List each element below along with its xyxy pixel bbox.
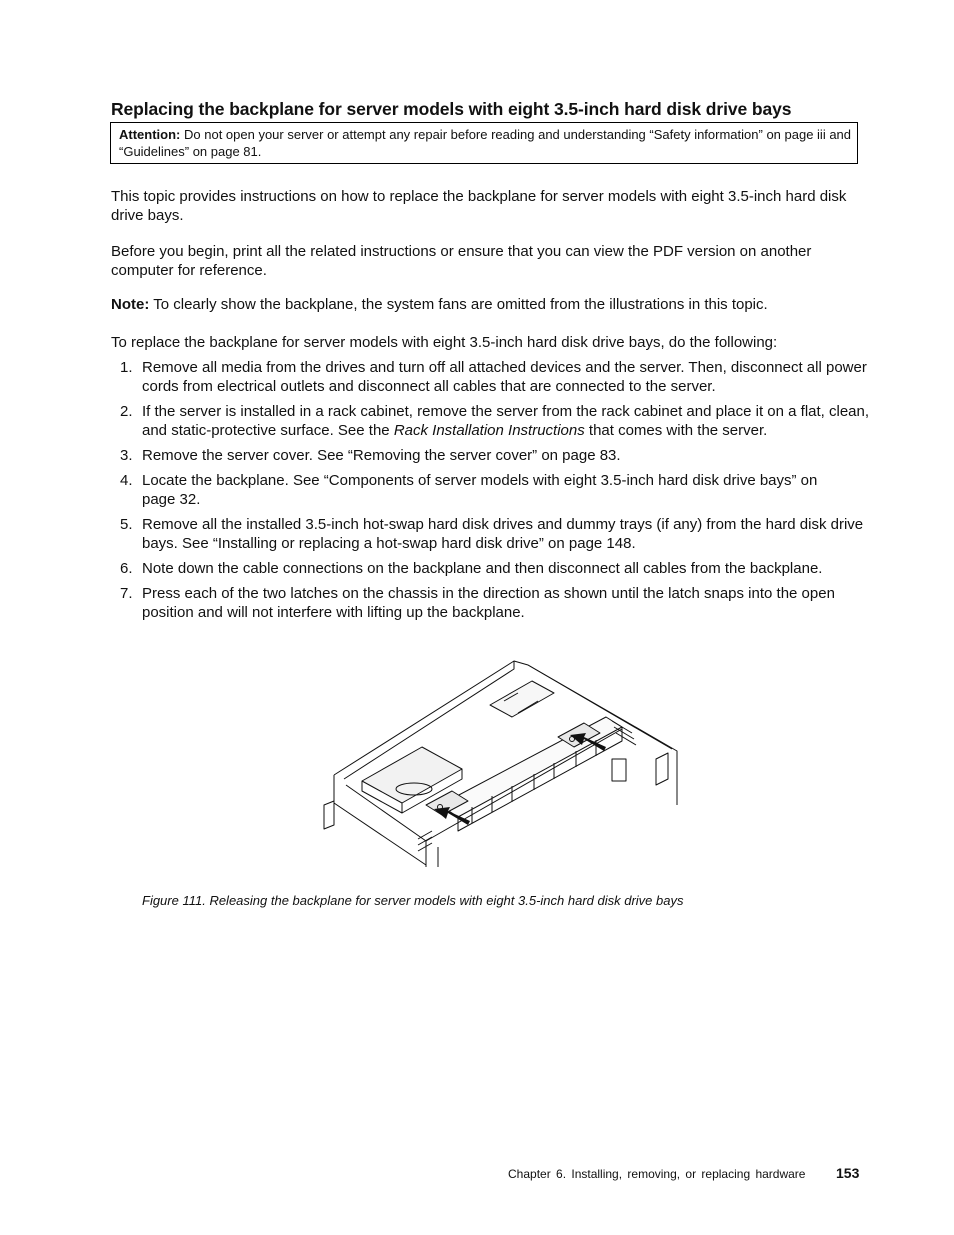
attention-text: Do not open your server or attempt any repair before reading and understanding “Safety information” on page iii and “Guidelines” on page 81. bbox=[119, 127, 852, 159]
step-text-part: that comes with the server. bbox=[584, 421, 768, 439]
step-number: 5. bbox=[120, 516, 133, 533]
step-text bbox=[142, 403, 870, 440]
step-number: 1. bbox=[120, 359, 133, 376]
page-title: Replacing the backplane for server models with eight 3.5-inch hard disk drive bays bbox=[111, 99, 792, 119]
step-number: 4. bbox=[120, 472, 133, 489]
attention-label: Attention: bbox=[119, 127, 181, 142]
backplane-illustration bbox=[322, 655, 682, 873]
before-paragraph: Before you begin, print all the related instructions or ensure that you can view the PDF version on another computer for reference. bbox=[111, 243, 812, 279]
attention-box bbox=[110, 122, 858, 164]
intro-paragraph: This topic provides instructions on how to replace the backplane for server models with eight 3.5-inch hard disk drive bays. bbox=[111, 188, 847, 224]
step-text: Press each of the two latches on the chassis in the direction as shown until the latch snaps into the open position and will not interfere with lifting up the backplane. bbox=[142, 585, 835, 621]
step-number: 2. bbox=[120, 403, 133, 420]
step-number: 3. bbox=[120, 447, 133, 464]
lead-paragraph: To replace the backplane for server models with eight 3.5-inch hard disk drive bays, do the following: bbox=[111, 334, 778, 351]
step-text: Locate the backplane. See “Components of server models with eight 3.5-inch hard disk drive bays” on page 32. bbox=[142, 472, 818, 508]
step-text: Remove all media from the drives and turn off all attached devices and the server. Then, disconnect all power cords from electrical outlets and disconnect all cables that are connected to the server. bbox=[142, 359, 867, 395]
note-label: Note: bbox=[111, 296, 150, 313]
footer-chapter: Chapter 6. Installing, removing, or replacing hardware bbox=[508, 1167, 806, 1181]
step-text: Note down the cable connections on the backplane and then disconnect all cables from the backplane. bbox=[142, 560, 823, 577]
figure-caption: Figure 111. Releasing the backplane for server models with eight 3.5-inch hard disk drive bays bbox=[142, 893, 684, 908]
step-number: 6. bbox=[120, 560, 133, 577]
page-number: 153 bbox=[836, 1165, 860, 1181]
step-text-part: If the server is installed in a rack cabinet, remove the server from the rack cabinet and place it on a flat, clean, and static-protective surface. See the bbox=[142, 403, 870, 439]
step-text: Remove all the installed 3.5-inch hot-swap hard disk drives and dummy trays (if any) from the hard disk drive bays. See “Installing or replacing a hot-swap hard disk drive” on page 148. bbox=[142, 516, 864, 552]
step-text: Remove the server cover. See “Removing the server cover” on page 83. bbox=[142, 447, 621, 464]
note-paragraph bbox=[111, 296, 861, 315]
rack-instructions-title: Rack Installation Instructions bbox=[393, 421, 585, 439]
step-number: 7. bbox=[120, 585, 133, 602]
note-text: To clearly show the backplane, the system fans are omitted from the illustrations in this topic. bbox=[153, 296, 768, 313]
